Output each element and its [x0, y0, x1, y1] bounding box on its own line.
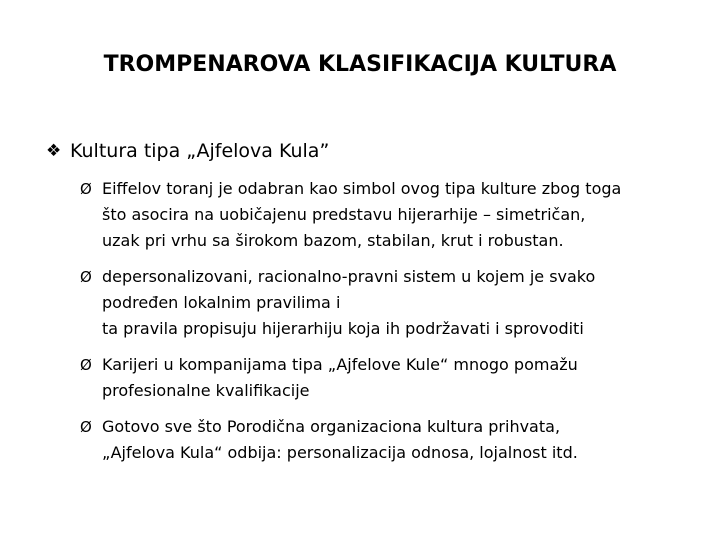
arrow-bullet-icon: Ø	[80, 180, 92, 198]
arrow-bullet-icon: Ø	[80, 268, 92, 286]
sub-bullet-item	[80, 264, 710, 342]
slide-title: TROMPENAROVA KLASIFIKACIJA KULTURA	[103, 52, 617, 77]
sub-bullet-line: podređen lokalnim pravilima i	[102, 293, 341, 312]
sub-bullet-line: Eiffelov toranj je odabran kao simbol ovog tipa kulture zbog toga	[102, 179, 622, 198]
main-bullet-text: Kultura tipa „Ajfelova Kula”	[70, 140, 330, 162]
sub-bullet-line: depersonalizovani, racionalno-pravni sistem u kojem je svako	[102, 267, 596, 286]
sub-bullet-list	[80, 176, 710, 476]
sub-bullet-item	[80, 414, 710, 466]
sub-bullet-item	[80, 352, 710, 404]
sub-bullet-line: što asocira na uobičajenu predstavu hijerarhije – simetričan,	[102, 205, 586, 224]
sub-bullet-line: profesionalne kvalifikacije	[102, 381, 310, 400]
sub-bullet-line: Gotovo sve što Porodična organizaciona kultura prihvata,	[102, 417, 561, 436]
arrow-bullet-icon: Ø	[80, 418, 92, 436]
diamond-bullet-icon: ❖	[46, 140, 62, 161]
arrow-bullet-icon: Ø	[80, 356, 92, 374]
sub-bullet-item	[80, 176, 710, 254]
sub-bullet-line: uzak pri vrhu sa širokom bazom, stabilan, krut i robustan.	[102, 231, 564, 250]
sub-bullet-line: „Ajfelova Kula“ odbija: personalizacija odnosa, lojalnost itd.	[102, 443, 578, 462]
sub-bullet-line: Karijeri u kompanijama tipa „Ajfelove Kule“ mnogo pomažu	[102, 355, 578, 374]
main-bullet	[46, 140, 329, 162]
sub-bullet-line: ta pravila propisuju hijerarhiju koja ih podržavati i sprovoditi	[102, 319, 584, 338]
